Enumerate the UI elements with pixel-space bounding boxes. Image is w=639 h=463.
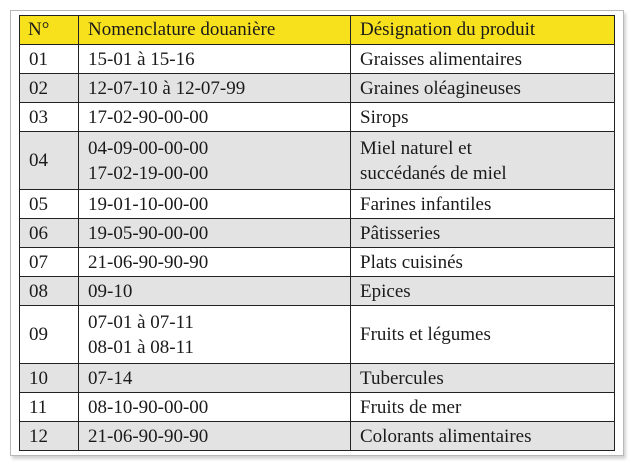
- product-name: [351, 422, 615, 451]
- table-header-row: [20, 16, 615, 45]
- customs-code: [79, 74, 351, 103]
- product-name: [351, 248, 615, 277]
- product-name-line: Fruits de mer: [360, 396, 462, 418]
- product-name-line: succédanés de miel: [360, 162, 507, 184]
- product-name-line: Sirops: [360, 106, 409, 128]
- product-name: [351, 364, 615, 393]
- customs-code-line: 12-07-10 à 12-07-99: [88, 77, 246, 99]
- customs-code-line: 07-01 à 07-11: [88, 311, 194, 333]
- row-number: 08: [20, 277, 79, 306]
- product-name-line: Epices: [360, 280, 411, 302]
- table-row: [20, 74, 615, 103]
- customs-code: [79, 219, 351, 248]
- product-name-line: Fruits et légumes: [360, 324, 491, 345]
- customs-code: [79, 306, 351, 364]
- customs-code: [79, 277, 351, 306]
- row-number: 09: [20, 306, 79, 364]
- customs-code-line: 19-01-10-00-00: [88, 193, 209, 215]
- table-row: [20, 190, 615, 219]
- product-name: [351, 393, 615, 422]
- customs-code-line: 09-10: [88, 280, 133, 302]
- product-name-line: Tubercules: [360, 367, 444, 389]
- table-row: [20, 219, 615, 248]
- product-name: [351, 306, 615, 364]
- header-customs-nomenclature: Nomenclature douanière: [79, 16, 351, 45]
- customs-code: [79, 45, 351, 74]
- customs-code-line: 04-09-00-00-00: [88, 137, 209, 159]
- customs-code-line: 08-01 à 08-11: [88, 336, 194, 358]
- customs-code-line: 15-01 à 15-16: [88, 48, 195, 70]
- customs-code-line: 21-06-90-90-90: [88, 425, 209, 447]
- row-number: 04: [20, 132, 79, 190]
- row-number: 10: [20, 364, 79, 393]
- product-name: [351, 103, 615, 132]
- customs-code: [79, 364, 351, 393]
- header-number: N°: [20, 16, 79, 45]
- table-row: [20, 45, 615, 74]
- customs-code-line: 07-14: [88, 367, 133, 389]
- customs-code-line: 17-02-19-00-00: [88, 162, 209, 184]
- row-number: 07: [20, 248, 79, 277]
- customs-code-line: 17-02-90-00-00: [88, 106, 209, 128]
- product-name: [351, 132, 615, 190]
- customs-products-table: [19, 15, 615, 451]
- product-name-line: Plats cuisinés: [360, 251, 463, 273]
- product-name: [351, 74, 615, 103]
- table-row: [20, 248, 615, 277]
- row-number: 11: [20, 393, 79, 422]
- row-number: 05: [20, 190, 79, 219]
- product-name-line: Miel naturel et: [360, 137, 472, 159]
- product-name: [351, 219, 615, 248]
- row-number: 12: [20, 422, 79, 451]
- table-row: [20, 132, 615, 190]
- product-name-line: Graines oléagineuses: [360, 77, 521, 99]
- customs-code-line: 21-06-90-90-90: [88, 251, 209, 273]
- table-row: [20, 364, 615, 393]
- table-row: [20, 277, 615, 306]
- product-name: [351, 190, 615, 219]
- row-number: 03: [20, 103, 79, 132]
- table-row: [20, 103, 615, 132]
- header-product-designation: Désignation du produit: [351, 16, 615, 45]
- row-number: 06: [20, 219, 79, 248]
- customs-code: [79, 190, 351, 219]
- product-name: [351, 277, 615, 306]
- table-row: [20, 306, 615, 364]
- table-row: [20, 393, 615, 422]
- product-name-line: Colorants alimentaires: [360, 425, 532, 447]
- product-name-line: Graisses alimentaires: [360, 48, 522, 70]
- row-number: 02: [20, 74, 79, 103]
- customs-code: [79, 248, 351, 277]
- table-row: [20, 422, 615, 451]
- product-name: [351, 45, 615, 74]
- product-name-line: Farines infantiles: [360, 193, 492, 215]
- customs-code-line: 19-05-90-00-00: [88, 222, 209, 244]
- customs-code: [79, 422, 351, 451]
- product-name-line: Pâtisseries: [360, 222, 441, 244]
- customs-code: [79, 132, 351, 190]
- row-number: 01: [20, 45, 79, 74]
- customs-code: [79, 103, 351, 132]
- customs-code-line: 08-10-90-00-00: [88, 396, 209, 418]
- customs-code: [79, 393, 351, 422]
